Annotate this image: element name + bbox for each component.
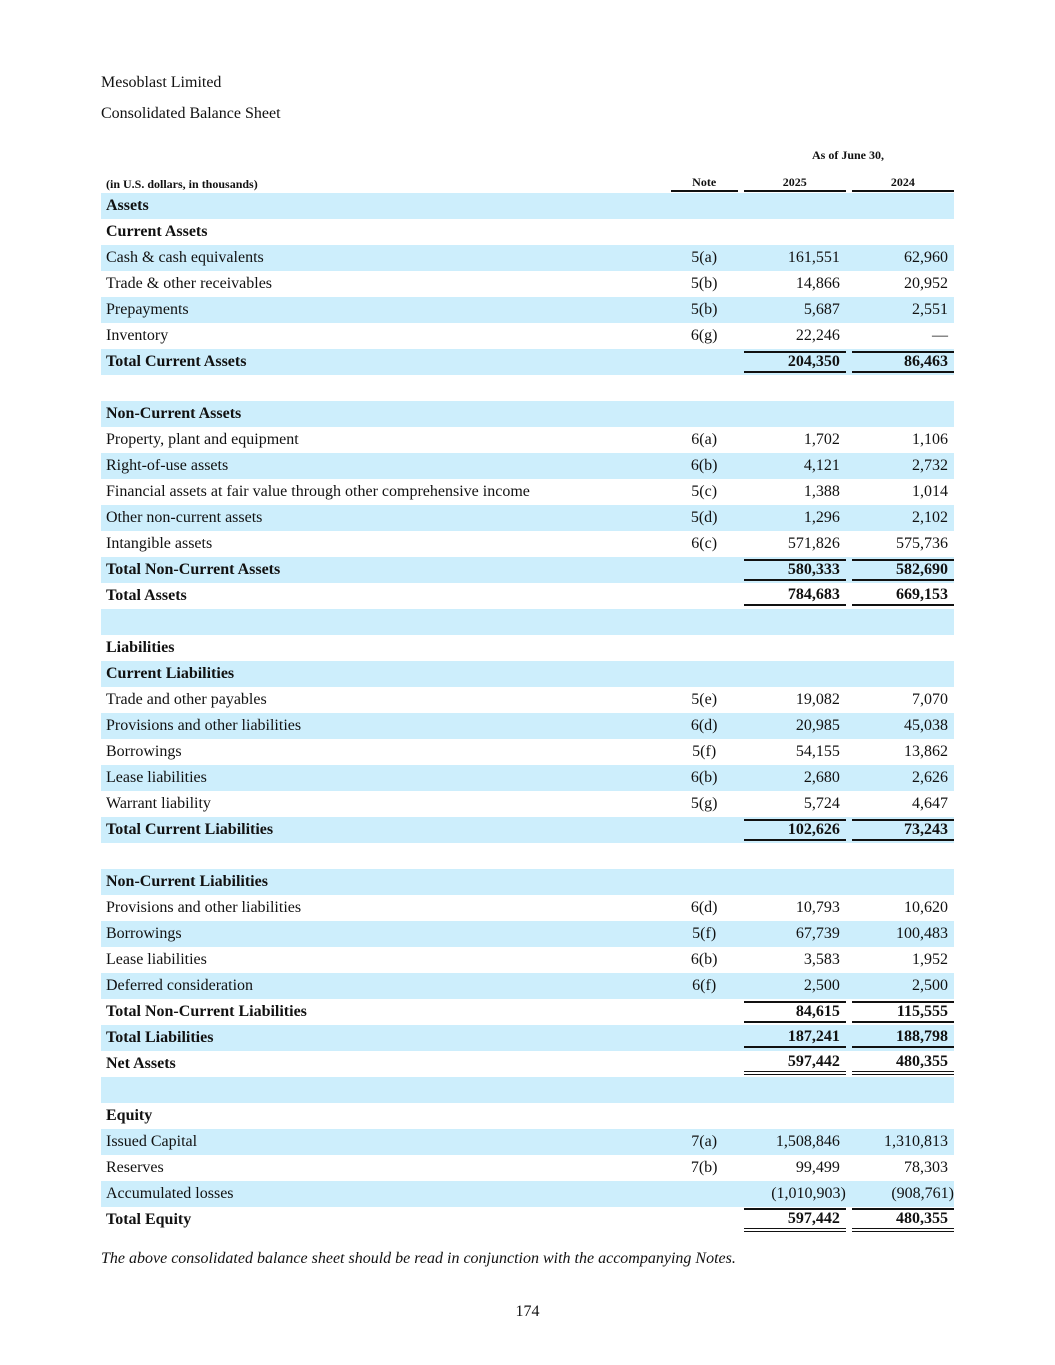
table-row (101, 1129, 954, 1155)
row-note: 6(a) (691, 431, 718, 448)
footnote: The above consolidated balance sheet should be read in conjunction with the accompanying Notes. (101, 1250, 736, 1267)
value-2024: 86,463 (852, 349, 954, 375)
row-note: 7(b) (690, 1159, 718, 1176)
value-2024: 78,303 (904, 1159, 948, 1176)
row-note: 6(d) (671, 713, 738, 739)
value-2025 (744, 1103, 846, 1129)
value-2024: 2,732 (852, 453, 954, 479)
row-note (671, 1181, 738, 1207)
balance-sheet-table (101, 172, 954, 1233)
table-row (101, 479, 954, 505)
row-label: Intangible assets (106, 535, 213, 552)
row-label: Total Liabilities (101, 1025, 671, 1051)
row-note: 6(b) (671, 765, 738, 791)
row-note: 5(f) (692, 743, 717, 760)
table-row (101, 713, 954, 739)
value-2024: 1,310,813 (852, 1129, 954, 1155)
row-note: 7(a) (671, 1129, 738, 1155)
row-note (671, 1207, 738, 1233)
table-row (101, 401, 954, 427)
table-header-row (101, 172, 954, 193)
table-row (101, 661, 954, 687)
value-2025: 580,333 (744, 557, 846, 583)
value-2024: 2,551 (852, 297, 954, 323)
table-row (101, 323, 954, 349)
row-note (671, 219, 738, 245)
value-2025: 1,388 (803, 483, 840, 500)
row-note (671, 869, 738, 895)
value-2024 (852, 661, 954, 687)
row-note: 5(f) (671, 921, 738, 947)
row-note (671, 661, 738, 687)
value-2025: 161,551 (744, 245, 846, 271)
table-row (101, 1181, 954, 1207)
value-2024 (852, 375, 954, 401)
value-2024 (852, 869, 954, 895)
row-note (671, 1025, 738, 1051)
value-2025: 187,241 (744, 1025, 846, 1051)
value-2025: 19,082 (795, 691, 840, 708)
value-2025: 102,626 (744, 817, 846, 843)
value-2024 (852, 1077, 954, 1103)
value-2024: 13,862 (904, 743, 948, 760)
table-row (101, 999, 954, 1025)
value-2024: 2,102 (852, 505, 954, 531)
row-note (671, 817, 738, 843)
table-row (101, 505, 954, 531)
row-label: Cash & cash equivalents (101, 245, 671, 271)
row-note: 5(b) (690, 275, 718, 292)
page-number: 174 (515, 1303, 540, 1320)
row-label (101, 609, 671, 635)
table-row (101, 297, 954, 323)
table-row (101, 791, 954, 817)
value-2024: 480,355 (852, 1051, 954, 1077)
row-label: Lease liabilities (101, 765, 671, 791)
table-row (101, 921, 954, 947)
row-note: 6(g) (690, 327, 718, 344)
value-2024: 575,736 (896, 535, 948, 552)
table-row (101, 765, 954, 791)
value-2024 (852, 193, 954, 219)
row-label: Borrowings (106, 743, 182, 760)
row-note: 5(b) (671, 297, 738, 323)
value-2025: 22,246 (795, 327, 840, 344)
table-row (101, 1207, 954, 1233)
value-2024: 1,952 (912, 951, 948, 968)
row-label: Reserves (106, 1159, 164, 1176)
table-row (101, 193, 954, 219)
row-label: Current Assets (106, 223, 208, 240)
value-2025 (744, 843, 846, 869)
row-label: Equity (106, 1107, 153, 1124)
value-2024: 188,798 (852, 1025, 954, 1051)
table-row (101, 947, 954, 973)
value-2025: 784,683 (744, 583, 846, 609)
row-label (101, 843, 671, 869)
row-note (671, 557, 738, 583)
value-2024: 100,483 (852, 921, 954, 947)
value-2024 (852, 401, 954, 427)
row-label: Warrant liability (106, 795, 211, 812)
row-label: Prepayments (101, 297, 671, 323)
row-label: Other non-current assets (101, 505, 671, 531)
table-row (101, 583, 954, 609)
table-row (101, 453, 954, 479)
row-note: 5(e) (691, 691, 718, 708)
statement-title: Consolidated Balance Sheet (101, 105, 281, 122)
row-label (101, 375, 671, 401)
value-2025: 597,442 (744, 1207, 846, 1233)
row-label: Total Current Liabilities (101, 817, 671, 843)
value-2025: 4,121 (744, 453, 846, 479)
table-row (101, 739, 954, 765)
value-2024: 2,626 (852, 765, 954, 791)
row-label: Provisions and other liabilities (101, 713, 671, 739)
row-note: 6(b) (671, 453, 738, 479)
value-2025 (744, 193, 846, 219)
value-2025: 99,499 (795, 1159, 840, 1176)
row-note (671, 1077, 738, 1103)
row-label: Current Liabilities (101, 661, 671, 687)
row-label: Trade and other payables (106, 691, 267, 708)
table-row (101, 219, 954, 245)
row-label: Issued Capital (101, 1129, 671, 1155)
value-2025 (744, 661, 846, 687)
row-note (671, 1103, 738, 1129)
value-2025: 2,500 (744, 973, 846, 999)
table-row (101, 271, 954, 297)
row-note: 5(g) (690, 795, 718, 812)
value-2025 (744, 375, 846, 401)
value-2024: 20,952 (904, 275, 948, 292)
row-label: Total Non-Current Assets (101, 557, 671, 583)
value-2025: 67,739 (744, 921, 846, 947)
value-2025 (744, 401, 846, 427)
row-note (671, 401, 738, 427)
value-2024: 1,014 (912, 483, 948, 500)
value-2025: 204,350 (744, 349, 846, 375)
row-note (671, 635, 738, 661)
value-2025: 14,866 (795, 275, 840, 292)
spacer-row (101, 609, 954, 635)
value-2024: 115,555 (852, 999, 954, 1025)
row-label: Liabilities (106, 639, 175, 656)
row-note: 5(d) (671, 505, 738, 531)
row-label: Assets (101, 193, 671, 219)
value-2025: 597,442 (744, 1051, 846, 1077)
value-2025: 84,615 (744, 999, 846, 1025)
value-2024: 480,355 (852, 1207, 954, 1233)
value-2025: 2,680 (744, 765, 846, 791)
row-note (671, 349, 738, 375)
table-row (101, 1051, 954, 1077)
value-2024: (908,761) (852, 1181, 954, 1207)
value-2024: 62,960 (852, 245, 954, 271)
row-note (671, 1051, 738, 1077)
row-label: Total Current Assets (101, 349, 671, 375)
value-2025: 5,687 (744, 297, 846, 323)
spacer-row (101, 1077, 954, 1103)
value-2025: 54,155 (795, 743, 840, 760)
row-label: Total Equity (106, 1211, 192, 1228)
value-2025: (1,010,903) (744, 1181, 846, 1207)
row-label: Inventory (106, 327, 169, 344)
value-2025 (744, 219, 846, 245)
row-note: 6(c) (691, 535, 718, 552)
value-2024 (852, 609, 954, 635)
row-label: Non-Current Assets (101, 401, 671, 427)
table-row (101, 349, 954, 375)
row-label: Right-of-use assets (101, 453, 671, 479)
row-label: Deferred consideration (101, 973, 671, 999)
row-label: Total Assets (106, 587, 187, 604)
value-2024: 582,690 (852, 557, 954, 583)
value-2024: 2,500 (852, 973, 954, 999)
value-2025: 10,793 (795, 899, 840, 916)
value-2024: 45,038 (852, 713, 954, 739)
row-label: Financial assets at fair value through other comprehensive income (106, 483, 530, 500)
row-label: Non-Current Liabilities (101, 869, 671, 895)
as-of-header: As of June 30, (811, 148, 884, 162)
value-2024 (852, 635, 954, 661)
value-2025: 3,583 (803, 951, 840, 968)
table-row (101, 1155, 954, 1181)
units-label: (in U.S. dollars, in thousands) (106, 177, 258, 191)
value-2024: 669,153 (852, 583, 954, 609)
row-label: Trade & other receivables (106, 275, 273, 292)
value-2025: 20,985 (744, 713, 846, 739)
row-note (671, 999, 738, 1025)
spacer-row (101, 843, 954, 869)
value-2025 (744, 1077, 846, 1103)
row-label: Total Non-Current Liabilities (106, 1003, 307, 1020)
value-2024: — (932, 327, 948, 344)
value-2024: 10,620 (904, 899, 948, 916)
row-label: Net Assets (106, 1055, 176, 1072)
row-label (101, 1077, 671, 1103)
table-row (101, 1025, 954, 1051)
spacer-row (101, 375, 954, 401)
value-2025: 1,296 (744, 505, 846, 531)
value-2024: 73,243 (852, 817, 954, 843)
value-2025 (744, 635, 846, 661)
table-row (101, 973, 954, 999)
table-row (101, 869, 954, 895)
year-2025-header: 2025 (744, 172, 846, 193)
table-row (101, 895, 954, 921)
table-row (101, 531, 954, 557)
row-label: Accumulated losses (101, 1181, 671, 1207)
value-2025: 1,702 (803, 431, 840, 448)
value-2025: 1,508,846 (744, 1129, 846, 1155)
value-2025 (744, 609, 846, 635)
year-2024-header: 2024 (852, 172, 954, 193)
table-row (101, 635, 954, 661)
table-row (101, 557, 954, 583)
value-2025: 5,724 (803, 795, 840, 812)
value-2025: 571,826 (787, 535, 840, 552)
table-row (101, 1103, 954, 1129)
row-note (671, 843, 738, 869)
value-2024: 1,106 (912, 431, 948, 448)
row-label: Borrowings (101, 921, 671, 947)
row-label: Lease liabilities (106, 951, 207, 968)
value-2024: 7,070 (912, 691, 948, 708)
table-row (101, 245, 954, 271)
row-note (671, 375, 738, 401)
value-2024 (852, 843, 954, 869)
value-2024 (852, 1103, 954, 1129)
row-note: 6(f) (671, 973, 738, 999)
row-note (671, 609, 738, 635)
table-row (101, 427, 954, 453)
value-2025 (744, 869, 846, 895)
row-note: 6(b) (690, 951, 718, 968)
table-row (101, 817, 954, 843)
row-note (671, 193, 738, 219)
row-note: 5(c) (691, 483, 718, 500)
table-row (101, 687, 954, 713)
note-column-header: Note (671, 172, 738, 193)
row-label: Provisions and other liabilities (106, 899, 302, 916)
value-2024 (852, 219, 954, 245)
row-note: 6(d) (690, 899, 718, 916)
row-label: Property, plant and equipment (106, 431, 299, 448)
row-note: 5(a) (671, 245, 738, 271)
value-2024: 4,647 (912, 795, 948, 812)
row-note (671, 583, 738, 609)
company-name: Mesoblast Limited (101, 74, 222, 91)
